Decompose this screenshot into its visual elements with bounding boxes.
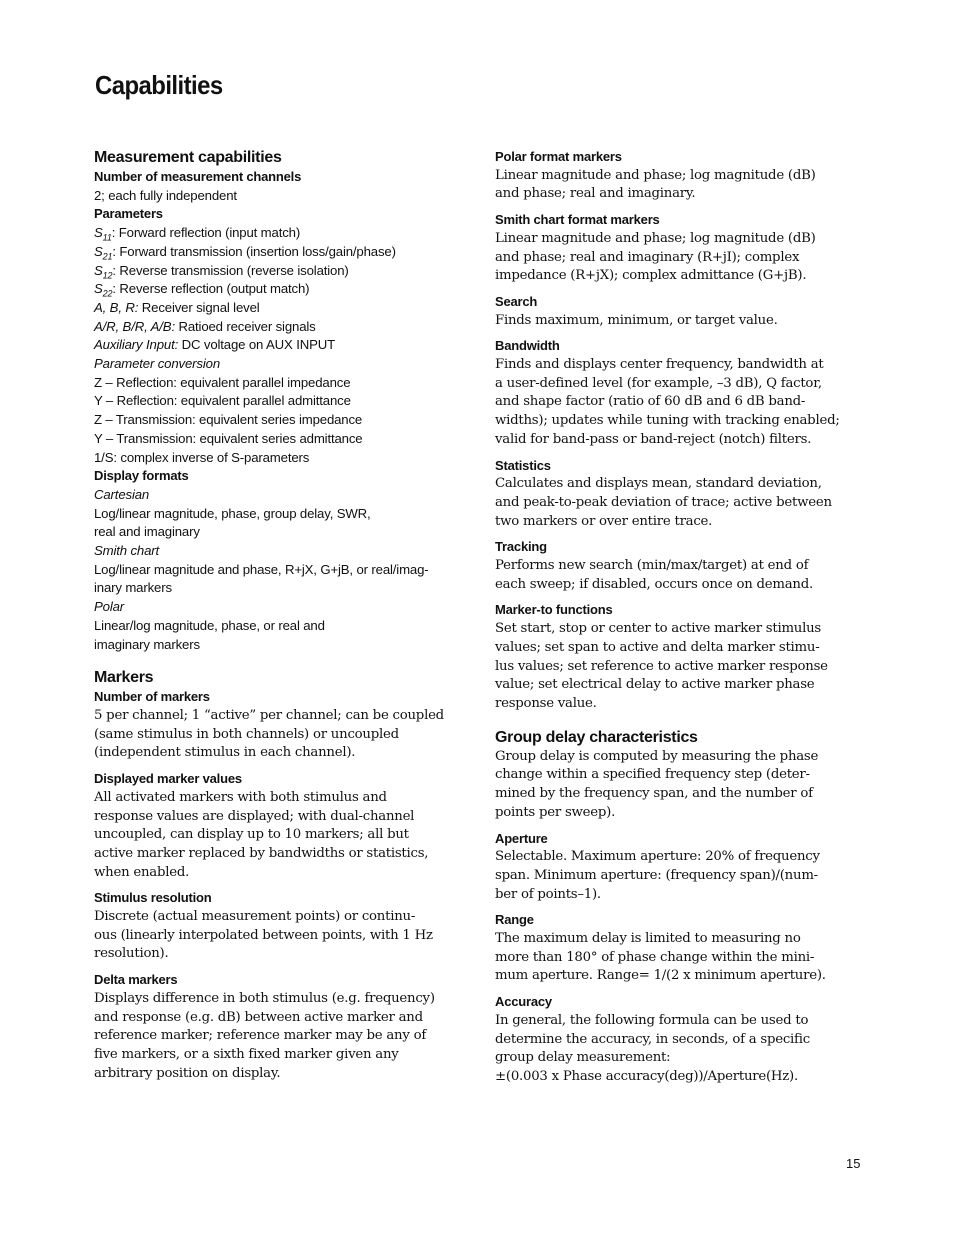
body-line: reference marker; reference marker may be any of — [94, 1028, 427, 1044]
polar-line: Linear/log magnitude, phase, or real and — [94, 617, 325, 633]
group-delay-heading: Group delay characteristics — [495, 728, 698, 746]
conversion-line: Y – Transmission: equivalent series admittance — [94, 430, 363, 446]
body-line: Group delay is computed by measuring the phase — [495, 748, 819, 764]
body-line: ber of points–1). — [495, 886, 601, 902]
smith-line: Log/linear magnitude and phase, R+jX, G+jB, or real/imag- — [94, 561, 429, 577]
conversion-line: Y – Reflection: equivalent parallel admittance — [94, 393, 351, 409]
smith-label: Smith chart — [94, 543, 160, 559]
body-line: valid for band-pass or band-reject (notch) filters. — [495, 431, 812, 447]
body-line: and shape factor (ratio of 60 dB and 6 dB band- — [495, 394, 806, 410]
body-line: more than 180° of phase change within the mini- — [495, 949, 815, 965]
body-line: group delay measurement: — [495, 1050, 671, 1066]
polar-format-markers-heading: Polar format markers — [495, 149, 622, 164]
smith-line: inary markers — [94, 580, 172, 596]
body-line: determine the accuracy, in seconds, of a specific — [495, 1031, 810, 1047]
body-line: five markers, or a sixth fixed marker given any — [94, 1046, 399, 1062]
measurement-capabilities-heading: Measurement capabilities — [94, 149, 282, 166]
param-line: $S_{11}$: Forward reflection (input match) — [94, 225, 301, 243]
receiver-level-line: A, B, R: Receiver signal level — [94, 299, 260, 315]
body-line: impedance (R+jX); complex admittance (G+jB). — [495, 268, 807, 284]
polar-label: Polar — [94, 599, 125, 615]
body-line: arbitrary position on display. — [94, 1065, 281, 1081]
body-line: value; set electrical delay to active marker phase — [495, 677, 815, 693]
body-line: Finds and displays center frequency, bandwidth at — [495, 357, 824, 373]
parameters-heading: Parameters — [94, 206, 163, 222]
statistics-heading: Statistics — [495, 457, 551, 473]
body-line: 5 per channel; 1 “active” per channel; can be coupled — [94, 707, 444, 723]
body-line: and peak-to-peak deviation of trace; active between — [495, 494, 832, 510]
body-line: two markers or over entire trace. — [495, 513, 713, 529]
body-line: response values are displayed; with dual-channel — [94, 808, 415, 824]
aux-input-line: Auxiliary Input: DC voltage on AUX INPUT — [94, 337, 336, 353]
body-line: Calculates and displays mean, standard deviation, — [495, 476, 822, 492]
body-line: points per sweep). — [495, 804, 616, 820]
param-line: $S_{12}$: Reverse transmission (reverse isolation) — [94, 262, 349, 281]
page-title: Capabilities — [95, 70, 223, 100]
body-line: Selectable. Maximum aperture: 20% of frequency — [495, 849, 820, 865]
marker-to-functions-heading: Marker-to functions — [495, 602, 613, 618]
body-line: each sweep; if disabled, occurs once on demand. — [495, 576, 813, 592]
body-line: Discrete (actual measurement points) or continu- — [94, 909, 416, 925]
body-line: active marker replaced by bandwidths or statistics, — [94, 845, 429, 861]
polar-line: imaginary markers — [94, 636, 200, 652]
conversion-line: 1/S: complex inverse of S-parameters — [94, 449, 310, 465]
range-heading: Range — [495, 912, 534, 928]
body-line: The maximum delay is limited to measuring no — [495, 931, 801, 947]
body-line: uncoupled, can display up to 10 markers; all but — [94, 827, 409, 843]
body-line: and response (e.g. dB) between active marker and — [94, 1009, 423, 1025]
search-heading: Search — [495, 293, 538, 309]
ratioed-line: A/R, B/R, A/B: Ratioed receiver signals — [94, 318, 316, 334]
accuracy-heading: Accuracy — [495, 994, 552, 1010]
param-line: $S_{21}$: Forward transmission (insertion loss/gain/phase) — [94, 243, 396, 262]
left-column — [94, 148, 466, 1083]
body-line: In general, the following formula can be used to — [495, 1012, 809, 1028]
number-of-markers-heading: Number of markers — [94, 689, 210, 705]
body-line: response value. — [495, 695, 597, 711]
body-line: change within a specified frequency step (deter- — [495, 767, 810, 783]
body-line: when enabled. — [94, 864, 190, 880]
channels-heading: Number of measurement channels — [94, 169, 302, 184]
param-line: $S_{22}$: Reverse reflection (output match) — [94, 281, 310, 299]
stimulus-resolution-heading: Stimulus resolution — [94, 890, 212, 906]
body-line: Performs new search (min/max/target) at end of — [495, 558, 809, 574]
conversion-line: Z – Transmission: equivalent series impedance — [94, 412, 363, 428]
body-line: and phase; real and imaginary (R+jI); complex — [495, 249, 800, 265]
body-line: values; set span to active and delta marker stimu- — [495, 639, 820, 655]
right-column — [495, 148, 867, 1087]
body-line: ±(0.003 x Phase accuracy(deg))/Aperture(Hz). — [495, 1068, 798, 1084]
body-line: Linear magnitude and phase; log magnitude (dB) — [495, 230, 816, 246]
channels-value: 2; each fully independent — [94, 187, 237, 203]
cartesian-line: Log/linear magnitude, phase, group delay, SWR, — [94, 505, 371, 521]
page-number: 15 — [846, 1156, 861, 1171]
cartesian-label: Cartesian — [94, 486, 150, 502]
body-line: ous (linearly interpolated between points, with 1 Hz — [94, 927, 433, 943]
body-line: mined by the frequency span, and the number of — [495, 786, 813, 802]
displayed-marker-values-heading: Displayed marker values — [94, 771, 242, 787]
body-line: span. Minimum aperture: (frequency span)/(num- — [495, 867, 818, 883]
display-formats-heading: Display formats — [94, 468, 189, 484]
bandwidth-heading: Bandwidth — [495, 338, 560, 354]
body-line: Set start, stop or center to active marker stimulus — [495, 621, 822, 637]
cartesian-line: real and imaginary — [94, 524, 200, 540]
body-line: All activated markers with both stimulus and — [94, 789, 387, 805]
tracking-heading: Tracking — [495, 539, 547, 555]
body-line: Linear magnitude and phase; log magnitude (dB) — [495, 167, 816, 183]
aperture-heading: Aperture — [495, 830, 548, 846]
markers-heading: Markers — [94, 669, 154, 687]
body-line: (independent stimulus in each channel). — [94, 745, 356, 761]
body-line: widths); updates while tuning with tracking enabled; — [495, 413, 840, 429]
smith-chart-format-markers-heading: Smith chart format markers — [495, 212, 660, 228]
body-line: Displays difference in both stimulus (e.g. frequency) — [94, 990, 435, 1006]
body-line: lus values; set reference to active marker response — [495, 658, 828, 674]
body-line: Finds maximum, minimum, or target value. — [495, 312, 778, 328]
body-line: a user-defined level (for example, –3 dB), Q factor, — [495, 375, 822, 391]
conversion-label: Parameter conversion — [94, 356, 221, 372]
conversion-line: Z – Reflection: equivalent parallel impedance — [94, 374, 351, 390]
body-line: resolution). — [94, 946, 169, 962]
body-line: (same stimulus in both channels) or uncoupled — [94, 726, 399, 742]
body-line: mum aperture. Range= 1/(2 x minimum aperture). — [495, 968, 826, 984]
delta-markers-heading: Delta markers — [94, 972, 178, 988]
body-line: and phase; real and imaginary. — [495, 186, 696, 202]
